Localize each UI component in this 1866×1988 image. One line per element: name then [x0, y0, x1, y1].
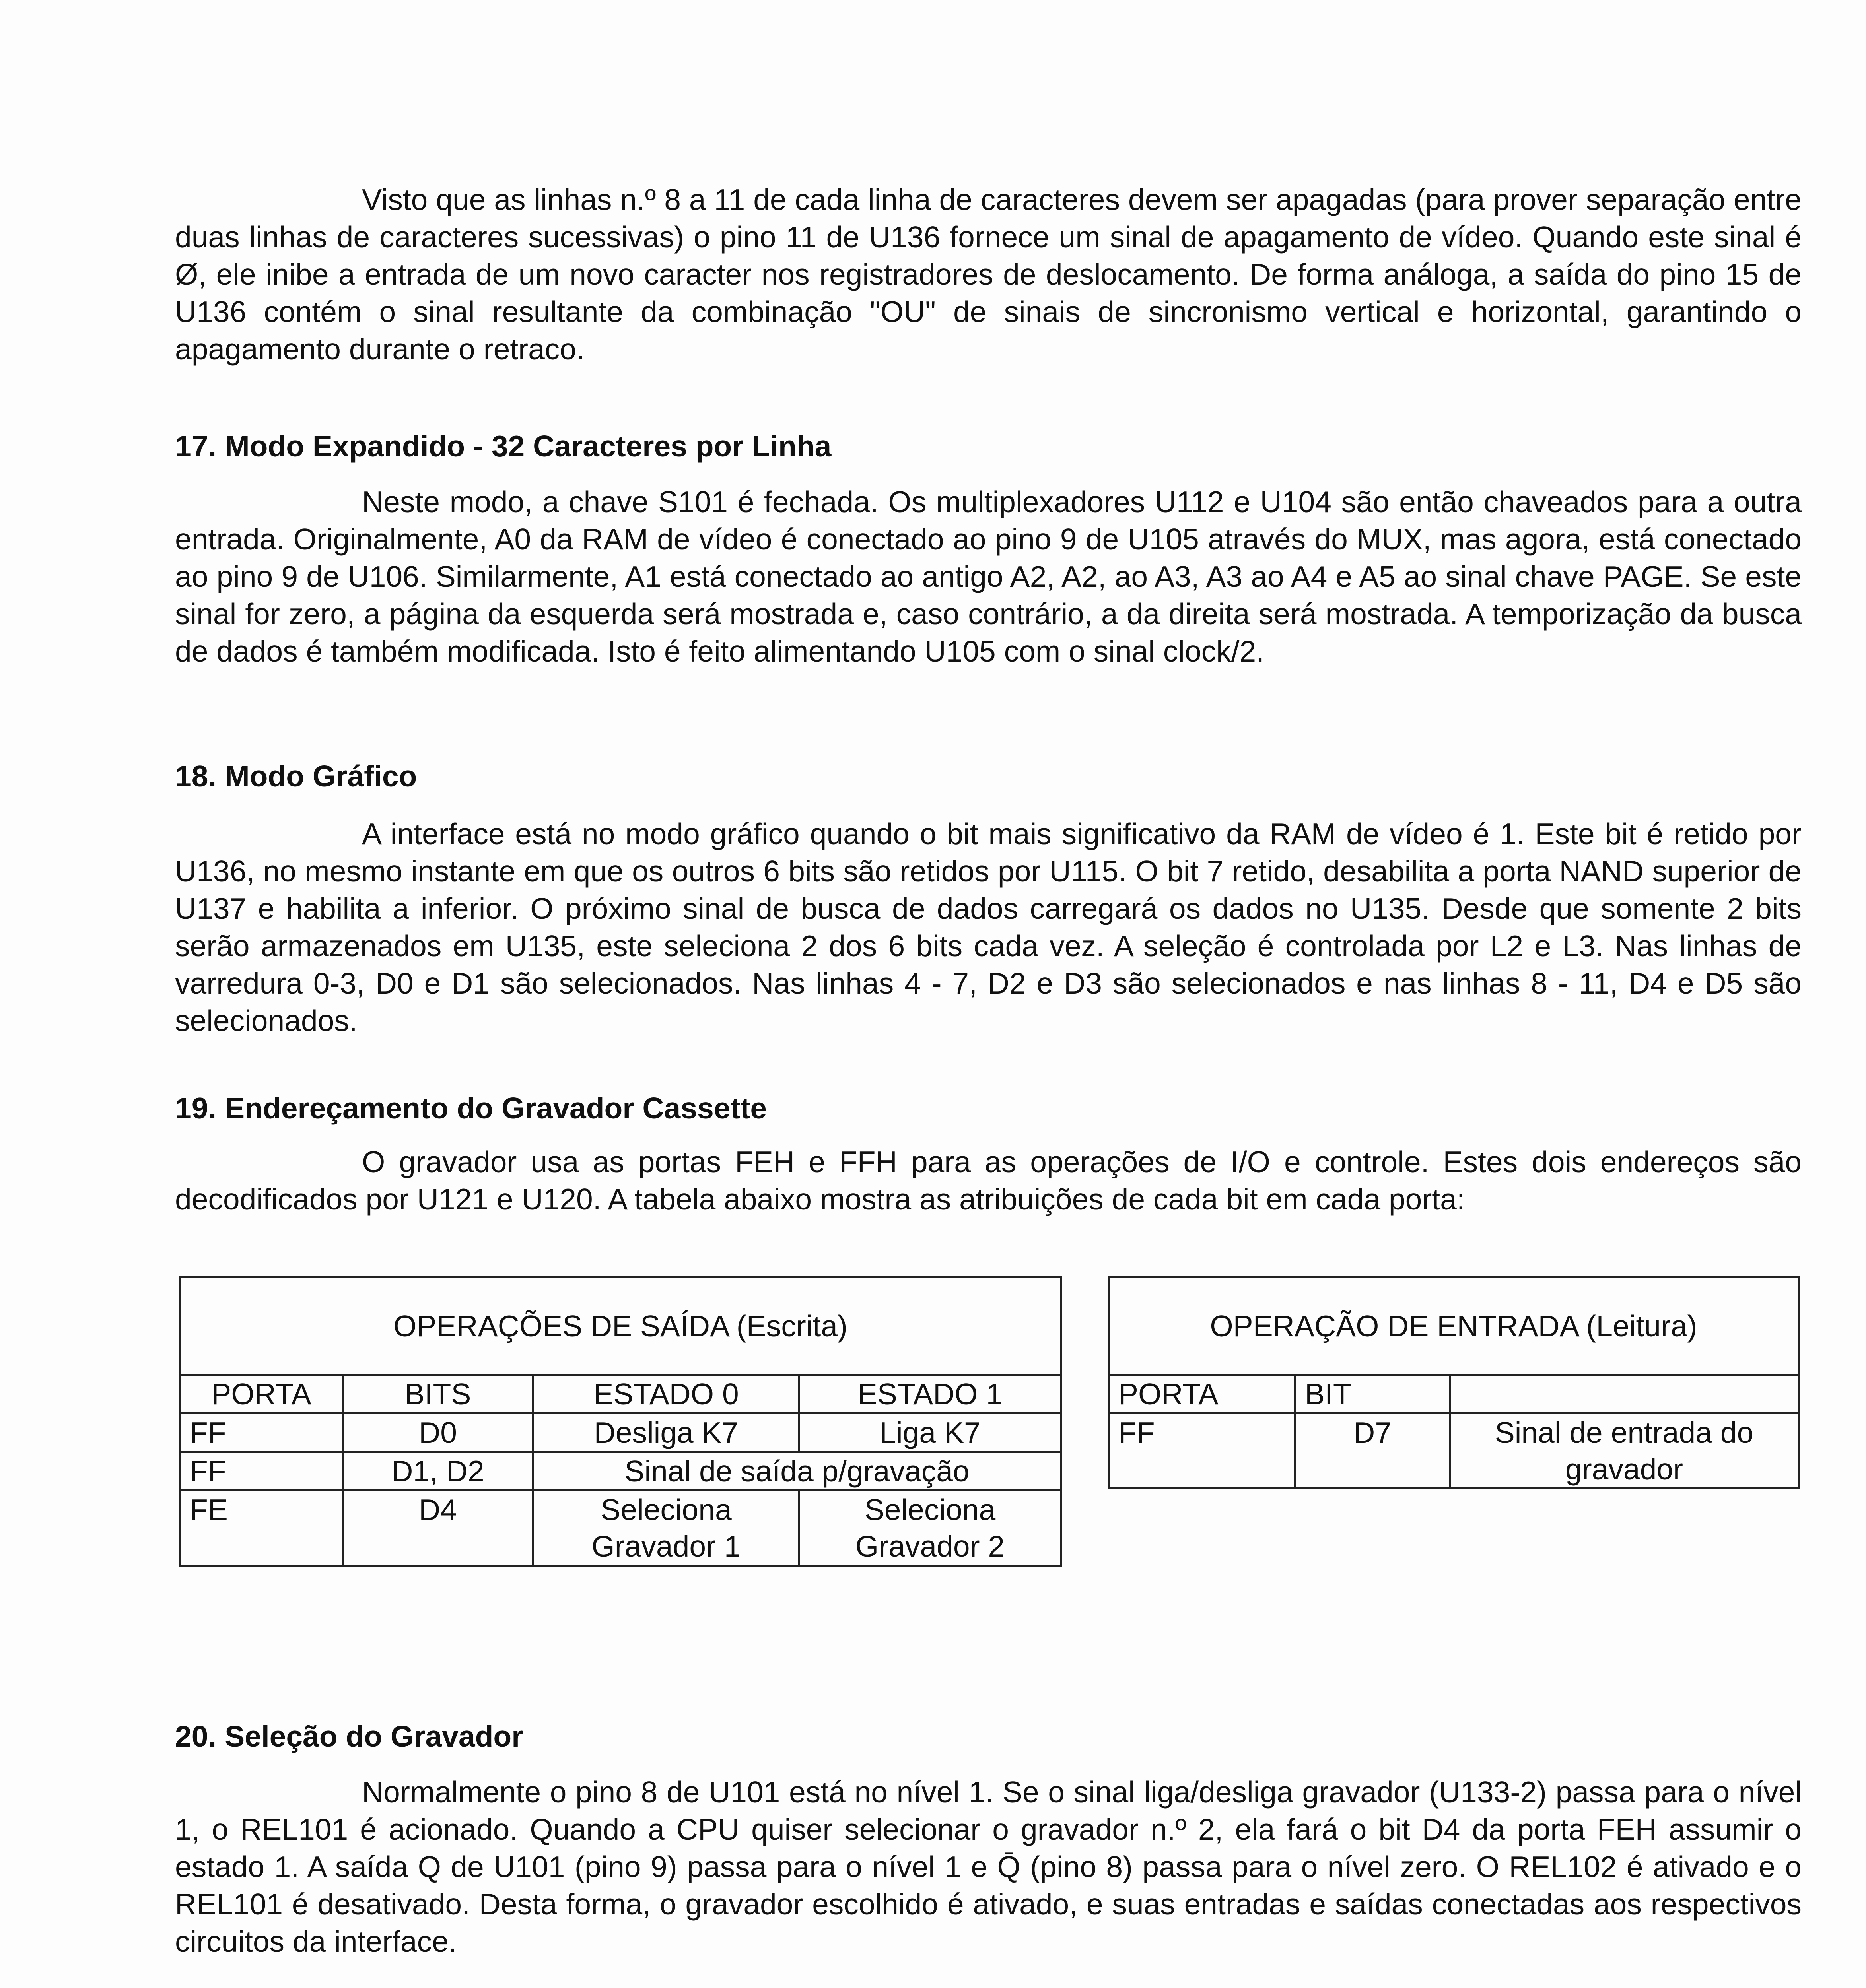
output-cell: D0: [343, 1413, 533, 1452]
section-18-text: A interface está no modo gráfico quando o bit mais significativo da RAM de vídeo é 1. Este bit é retido por U136, no mesmo instante em que os outros 6 bits são retidos por U115. O bit 7 retido, desabilita a porta NAND superior de U137 e habilita a inferior. O próximo sinal de busca de dados carregará os dados no U135. Desde que somente 2 bits serão armazenados em U135, este seleciona 2 dos 6 bits cada vez. A seleção é controlada por L2 e L3. Nas linhas de varredura 0-3, D0 e D1 são selecionados. Nas linhas 4 - 7, D2 e D3 são selecionados e nas linhas 8 - 11, D4 e D5 são selecionados.: [175, 817, 1802, 1037]
input-header-bit: BIT: [1295, 1375, 1450, 1413]
output-cell: FF: [180, 1452, 343, 1491]
output-table-title: OPERAÇÕES DE SAÍDA (Escrita): [180, 1277, 1061, 1375]
output-cell: D4: [343, 1491, 533, 1566]
input-cell: FF: [1109, 1413, 1295, 1489]
output-cell: Liga K7: [799, 1413, 1061, 1452]
output-header-bits: BITS: [343, 1375, 533, 1413]
output-cell: D1, D2: [343, 1452, 533, 1491]
section-19-heading: 19. Endereçamento do Gravador Cassette: [175, 1091, 767, 1125]
section-18-heading: 18. Modo Gráfico: [175, 759, 417, 793]
section-19-text: O gravador usa as portas FEH e FFH para as operações de I/O e controle. Estes dois endereços são decodificados por U121 e U120. A tabela abaixo mostra as atribuições de cada bit em cada porta:: [175, 1145, 1802, 1216]
intro-paragraph: Visto que as linhas n.º 8 a 11 de cada linha de caracteres devem ser apagadas (para prover separação entre duas linhas de caracteres sucessivas) o pino 11 de U136 fornece um sinal de apagamento de vídeo. Quando este sinal é Ø, ele inibe a entrada de um novo caracter nos registradores de deslocamento. De forma análoga, a saída do pino 15 de U136 contém o sinal resultante da combinação "OU" de sinais de sincronismo vertical e horizontal, garantindo o apagamento durante o retraco.: [175, 183, 1802, 366]
output-header-estado0: ESTADO 0: [533, 1375, 799, 1413]
output-cell: Seleciona Gravador 1: [533, 1491, 799, 1566]
output-cell: FE: [180, 1491, 343, 1566]
output-header-porta: PORTA: [180, 1375, 343, 1413]
section-20-text: Normalmente o pino 8 de U101 está no nível 1. Se o sinal liga/desliga gravador (U133-2) passa para o nível 1, o REL101 é acionado. Quando a CPU quiser selecionar o gravador n.º 2, ela fará o bit D4 da porta FEH assumir o estado 1. A saída Q de U101 (pino 9) passa para o nível 1 e Q̄ (pino 8) passa para o nível zero. O REL102 é ativado e o REL101 é desativado. Desta forma, o gravador escolhido é ativado, e suas entradas e saídas conectadas aos respectivos circuitos da interface.: [175, 1775, 1802, 1958]
output-cell: Desliga K7: [533, 1413, 799, 1452]
section-17-text: Neste modo, a chave S101 é fechada. Os multiplexadores U112 e U104 são então chaveados para a outra entrada. Originalmente, A0 da RAM de vídeo é conectado ao pino 9 de U105 através do MUX, mas agora, está conectado ao pino 9 de U106. Similarmente, A1 está conectado ao antigo A2, A2, ao A3, A3 ao A4 e A5 ao sinal chave PAGE. Se este sinal for zero, a página da esquerda será mostrada e, caso contrário, a da direita será mostrada. A temporização da busca de dados é também modificada. Isto é feito alimentando U105 com o sinal clock/2.: [175, 485, 1802, 668]
section-20-heading: 20. Seleção do Gravador: [175, 1720, 523, 1753]
output-cell: Sinal de saída p/gravação: [533, 1452, 1061, 1491]
input-header-porta: PORTA: [1109, 1375, 1295, 1413]
input-table-title: OPERAÇÃO DE ENTRADA (Leitura): [1109, 1277, 1799, 1375]
section-17-heading: 17. Modo Expandido - 32 Caracteres por Linha: [175, 429, 832, 463]
output-cell: FF: [180, 1413, 343, 1452]
output-header-estado1: ESTADO 1: [799, 1375, 1061, 1413]
output-cell: Seleciona Gravador 2: [799, 1491, 1061, 1566]
input-cell: D7: [1295, 1413, 1450, 1489]
input-cell: Sinal de entrada do gravador: [1450, 1413, 1799, 1489]
